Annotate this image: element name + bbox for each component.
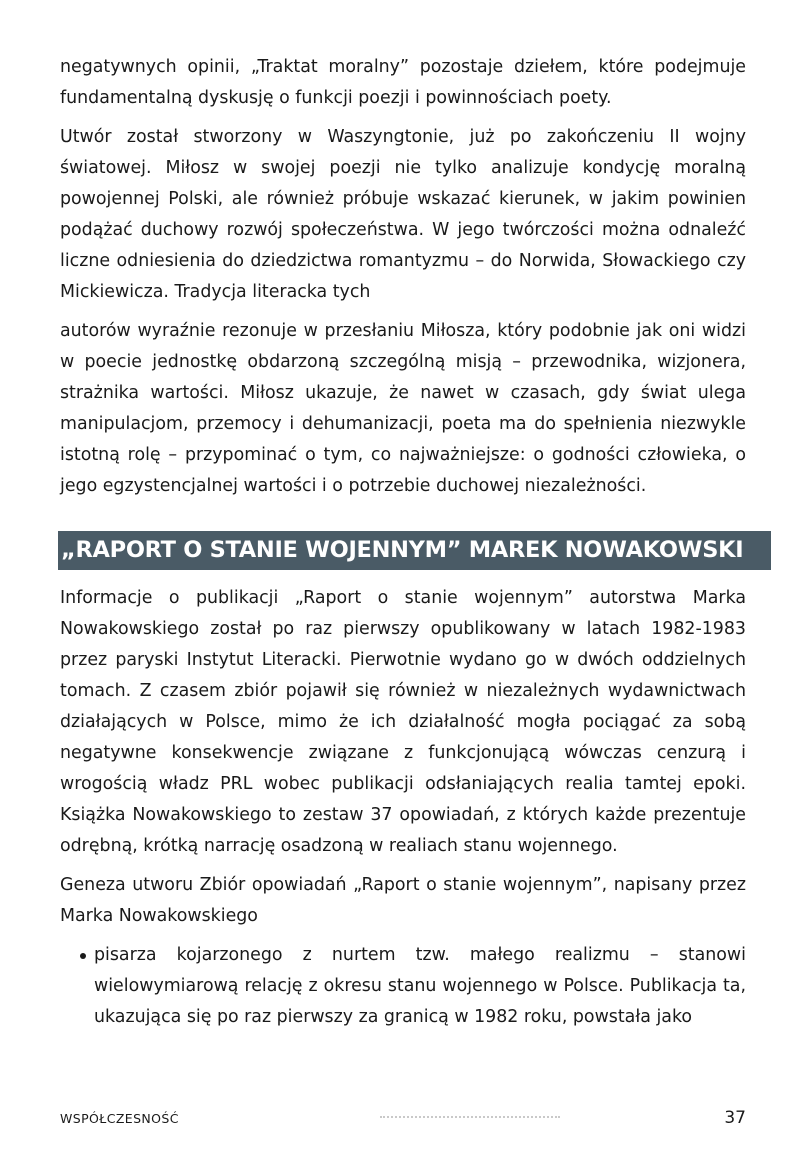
paragraph: Geneza utworu Zbiór opowiadań „Raport o stanie wojennym”, napisany przez Marka Nowakowskiego	[60, 875, 746, 926]
page-number: 37	[724, 1108, 746, 1128]
footer-divider	[380, 1116, 560, 1118]
footer-section-title: WSPÓŁCZESNOŚĆ	[60, 1111, 179, 1126]
section-heading: „RAPORT O STANIE WOJENNYM” MAREK NOWAKOWSKI	[58, 531, 771, 570]
bullet-text: pisarza kojarzonego z nurtem tzw. małego realizmu – stanowi wielowymiarową relację z okresu stanu wojennego w Polsce. Publikacja ta, ukazująca się po raz pierwszy za granicą w 1982 roku, powstała jako	[94, 945, 746, 1027]
bullet-list	[60, 940, 746, 1033]
page-footer	[60, 1106, 746, 1136]
bullet-item	[60, 940, 746, 1033]
paragraph: Informacje o publikacji „Raport o stanie wojennym” autorstwa Marka Nowakowskiego został po raz pierwszy opublikowany w latach 1982-1983 przez paryski Instytut Literacki. Pierwotnie wydano go w dwóch oddzielnych tomach. Z czasem zbiór pojawił się również w niezależnych wydawnictwach działających w Polsce, mimo że ich działalność mogła pociągać za sobą negatywne konsekwencje związane z funkcjonującą wówczas cenzurą i wrogością władz PRL wobec publikacji odsłaniających realia tamtej epoki. Książka Nowakowskiego to zestaw 37 opowiadań, z których każde prezentuje odrębną, krótką narrację osadzoną w realiach stanu wojennego.	[60, 588, 746, 856]
bullet-dot-icon	[80, 953, 86, 959]
page-content	[60, 52, 746, 1033]
paragraph: autorów wyraźnie rezonuje w przesłaniu Miłosza, który podobnie jak oni widzi w poecie jednostkę obdarzoną szczególną misją – przewodnika, wizjonera, strażnika wartości. Miłosz ukazuje, że nawet w czasach, gdy świat ulega manipulacjom, przemocy i dehumanizacji, poeta ma do spełnienia niezwykle istotną rolę – przypominać o tym, co najważniejsze: o godności człowieka, o jego egzystencjalnej wartości i o potrzebie duchowej niezależności.	[60, 321, 746, 496]
paragraph: Utwór został stworzony w Waszyngtonie, już po zakończeniu II wojny światowej. Miłosz w swojej poezji nie tylko analizuje kondycję moralną powojennej Polski, ale również próbuje wskazać kierunek, w jakim powinien podążać duchowy rozwój społeczeństwa. W jego twórczości można odnaleźć liczne odniesienia do dziedzictwa romantyzmu – do Norwida, Słowackiego czy Mickiewicza. Tradycja literacka tych	[60, 127, 746, 302]
paragraph: negatywnych opinii, „Traktat moralny” pozostaje dziełem, które podejmuje fundamentalną dyskusję o funkcji poezji i powinnościach poety.	[60, 57, 746, 108]
